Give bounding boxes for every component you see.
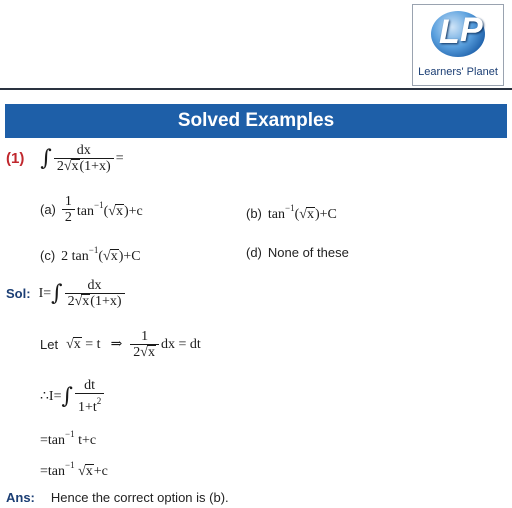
solution-label: Sol: bbox=[6, 286, 31, 301]
answer-row bbox=[6, 490, 229, 505]
let-label: Let bbox=[40, 337, 59, 352]
solution-step-5: $=\tan^{-1}$ √x+c bbox=[40, 460, 108, 479]
substitution-expression: √x = t ⇒ $\frac{1}{2√x}$ dx = dt bbox=[66, 329, 201, 360]
banner-title: Solved Examples bbox=[177, 110, 335, 131]
answer-text: Hence the correct option is (b). bbox=[50, 490, 229, 505]
option-b-label: (b) bbox=[246, 205, 262, 221]
logo-text: Learners' Planet bbox=[418, 66, 498, 78]
header-divider bbox=[0, 88, 512, 90]
option-c bbox=[40, 245, 141, 265]
option-d bbox=[246, 245, 349, 260]
solution-step-3 bbox=[40, 378, 106, 415]
option-a-label: (a) bbox=[40, 202, 56, 217]
option-a bbox=[40, 194, 143, 225]
learners-planet-logo bbox=[412, 4, 504, 86]
solution-step-1 bbox=[6, 278, 127, 309]
logo-letter-l: L bbox=[439, 13, 460, 51]
transformed-integral: I= ∫ $\frac{dt}{1+t^2}$ bbox=[49, 378, 106, 415]
question-number: (1) bbox=[6, 150, 25, 167]
option-c-expression: 2 $\tan^{-1}(√x)+C$ bbox=[61, 245, 141, 264]
option-b-expression: $\tan^{-1}(√x)+C$ bbox=[267, 203, 337, 222]
logo-letter-p: P bbox=[460, 11, 483, 49]
question-row bbox=[6, 143, 124, 174]
solution-integral: I= ∫ $\frac{dx}{2√x(1+x)}$ bbox=[39, 278, 127, 309]
option-b bbox=[246, 203, 337, 223]
option-c-label: (c) bbox=[40, 247, 56, 263]
therefore-symbol: ∴ bbox=[40, 389, 49, 404]
option-d-text: None of these bbox=[267, 245, 349, 260]
question-expression: ∫ $\frac{dx}{2√x(1+x)}$ = bbox=[40, 143, 124, 174]
solution-step-4: $=\tan^{-1}$ t+c bbox=[40, 429, 97, 448]
option-d-label: (d) bbox=[246, 245, 262, 260]
answer-label: Ans: bbox=[6, 490, 35, 505]
option-a-expression: $\frac{1}{2}$ $\tan^{-1}(√x)+c$ bbox=[60, 194, 143, 225]
solution-step-2 bbox=[40, 329, 201, 360]
section-banner bbox=[5, 104, 507, 138]
